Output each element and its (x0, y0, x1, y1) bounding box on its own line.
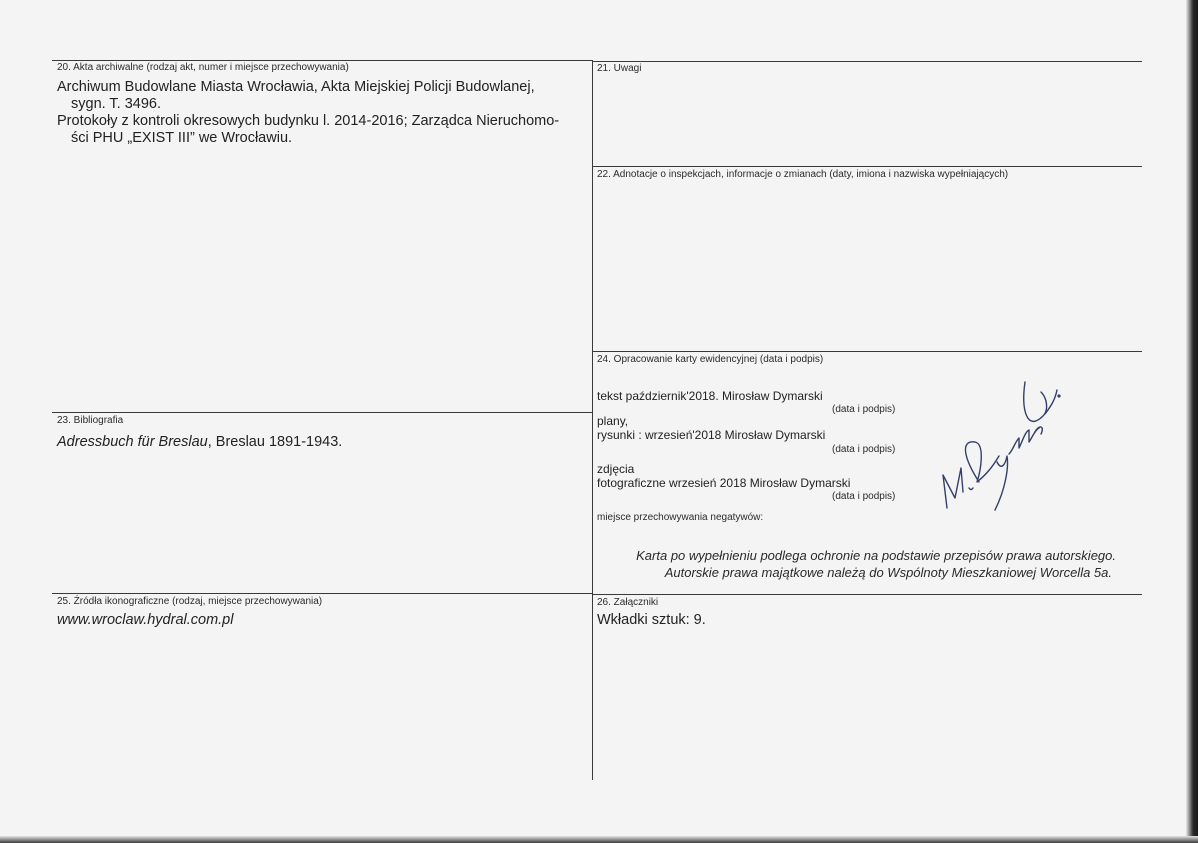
copyright-notice-line-2: Autorskie prawa majątkowe należą do Wspólnoty Mieszkaniowej Worcella 5a. (664, 565, 1112, 580)
section-24-sign-hint-1: (data i podpis) (832, 404, 896, 415)
section-20-line-1: Archiwum Budowlane Miasta Wrocławia, Akta Miejskiej Policji Budowlanej, (57, 79, 535, 95)
section-20-line-2: sygn. T. 3496. (71, 96, 162, 112)
rule-top-left (52, 60, 593, 61)
section-21-label: 21. Uwagi (597, 63, 642, 74)
section-24-tekst: tekst październik'2018. Mirosław Dymarski (597, 389, 823, 403)
section-23-rest: , Breslau 1891-1943. (207, 434, 343, 450)
section-24-negatywy: miejsce przechowywania negatywów: (597, 512, 764, 523)
scan-edge-right (1186, 0, 1198, 843)
section-24-sign-hint-2: (data i podpis) (832, 444, 896, 455)
section-25-label: 25. Źródła ikonograficzne (rodzaj, miejsce przechowywania) (57, 596, 323, 607)
section-20-line-4: ści PHU „EXIST III” we Wrocławiu. (71, 130, 293, 146)
section-24-rysunki: rysunki : wrzesień'2018 Mirosław Dymarski (597, 428, 826, 442)
scan-edge-bottom (0, 836, 1198, 843)
section-24-plany: plany, (597, 414, 629, 428)
copyright-notice-line-1: Karta po wypełnieniu podlega ochronie na podstawie przepisów prawa autorskiego. (636, 548, 1116, 563)
handwritten-signature (935, 370, 1065, 515)
section-23-title-italic: Adressbuch für Breslau (57, 434, 208, 450)
section-25-value: www.wroclaw.hydral.com.pl (57, 612, 234, 628)
section-24-zdjecia: zdjęcia (597, 462, 635, 476)
rule-24 (593, 351, 1142, 352)
rule-25 (52, 593, 593, 594)
section-26-label: 26. Załączniki (597, 597, 659, 608)
rule-22 (593, 166, 1142, 167)
section-23-value (57, 434, 342, 451)
rule-top-right (593, 61, 1142, 62)
rule-23 (52, 412, 593, 413)
section-23-label: 23. Bibliografia (57, 415, 124, 426)
section-22-label: 22. Adnotacje o inspekcjach, informacje o zmianach (daty, imiona i nazwiska wypełniających) (597, 169, 1009, 180)
section-24-label: 24. Opracowanie karty ewidencyjnej (data i podpis) (597, 354, 824, 365)
section-24-sign-hint-3: (data i podpis) (832, 491, 896, 502)
section-24-fotograficzne: fotograficzne wrzesień 2018 Mirosław Dymarski (597, 476, 851, 490)
section-20-label: 20. Akta archiwalne (rodzaj akt, numer i miejsce przechowywania) (57, 62, 349, 73)
rule-26 (593, 594, 1142, 595)
section-20-line-3: Protokoły z kontroli okresowych budynku l. 2014-2016; Zarządca Nieruchomo- (57, 113, 560, 129)
section-26-value: Wkładki sztuk: 9. (597, 612, 706, 628)
divider-vertical (592, 60, 593, 780)
